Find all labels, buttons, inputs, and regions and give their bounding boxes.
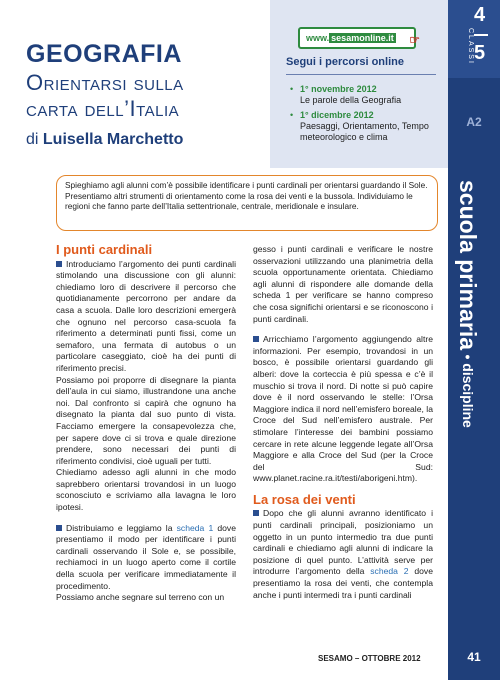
subject-label: • discipline bbox=[460, 354, 476, 428]
school-label: scuola primaria bbox=[455, 180, 481, 351]
event-item bbox=[290, 84, 442, 106]
author-prefix: di bbox=[26, 131, 39, 148]
intro-box: Spieghiamo agli alunni com’è possibile identificare i punti cardinali per orientarsi guardando il Sole. Presentiamo altri strumenti di orientamento come la rosa dei venti e la bussola. Individuiamo le regioni che fanno parte dell’Italia settentrionale, centrale, meridionale e insulare. bbox=[56, 175, 438, 231]
website-logo[interactable] bbox=[298, 27, 420, 49]
logo-domain: sesamonline.it bbox=[331, 33, 394, 43]
hand-cursor-icon: ☞ bbox=[409, 33, 420, 47]
divider bbox=[286, 74, 436, 75]
article-header bbox=[0, 0, 270, 168]
column-left bbox=[56, 244, 236, 604]
class-number-4: 4 bbox=[474, 4, 486, 26]
author-name: Luisella Marchetto bbox=[42, 131, 184, 148]
paragraph bbox=[253, 334, 433, 485]
paragraph: Possiamo poi proporre di disegnare la pianta dell’aula in cui siamo, illustrandone una anche noi. Dal confronto si capirà che ognuno ha disegnato la pianta dal suo punto di vista. Facciamo emergere la consapevolezza che, per sapere dove ci si trova e quale direzione prendere, sono necessari dei punti di riferimento condivisi, cioè uguali per tutti. bbox=[56, 374, 236, 466]
square-bullet-icon bbox=[56, 261, 62, 267]
paragraph bbox=[56, 523, 236, 593]
class-number-5: 5 bbox=[474, 42, 486, 64]
paragraph bbox=[253, 508, 433, 601]
paragraph: Possiamo anche segnare sul terreno con un bbox=[56, 592, 225, 603]
worksheet-link[interactable]: scheda 1 bbox=[176, 522, 214, 533]
square-bullet-icon bbox=[56, 525, 62, 531]
paragraph-text: Dopo che gli alunni avranno identificato i punti cardinali principali, posizioniamo un oggetto in un punto intermedio tra due punti cardinali e chiediamo agli alunni di indicare la posizione di quel punto. L’attività serve per introdurre l’argomento della bbox=[253, 508, 433, 577]
paragraph-text: Arricchiamo l’argomento aggiungendo altre informazioni. Per esempio, trovandosi in un bosco, è possibile orientarsi guardando gli alberi: dove la corteccia è più spessa e c’è il muschio si trova il nord. Di notte si può capire dove è il nord osservando le stelle: l’Orsa Maggiore indica il nord nell’emisfero boreale, la Croce del Sud nell’emisfero australe. Per stimolare l’interesse dei bambini possiamo cercare in rete alcune leggende legate all’Orsa Maggiore e alla Croce del Sud (per la Croce del Sud: www.planet.racine.ra.it/testi/aborigeni.htm). bbox=[253, 334, 433, 484]
page-footer: SESAMO – OTTOBRE 2012 bbox=[318, 654, 421, 663]
paragraph bbox=[56, 259, 236, 375]
paragraph-text: Introduciamo l’argomento dei punti cardinali stimolando una discussione con gli alunni: chiediamo loro di descrivere il percorso che quotidianamente percorrono per andare da casa a scuola. Dalle loro descrizioni emergerà che ognuno nel percorso casa-scuola fa riferimento a determinati punti fissi, come un semaforo, una fermata di autobus o un particolare caseggiato, cioè ha dei punti di riferimento precisi. bbox=[56, 258, 236, 373]
classi-label: CLASSI bbox=[467, 28, 474, 65]
event-date: 1° novembre 2012 bbox=[300, 84, 377, 94]
section-heading: La rosa dei venti bbox=[253, 491, 356, 507]
paragraph-text: Distribuiamo e leggiamo la bbox=[66, 522, 177, 533]
logo-prefix: www. bbox=[306, 33, 330, 43]
column-right bbox=[253, 244, 433, 601]
event-date: 1° dicembre 2012 bbox=[300, 110, 374, 120]
square-bullet-icon bbox=[253, 510, 259, 516]
article-title: GEOGRAFIA bbox=[26, 40, 182, 68]
online-heading: Segui i percorsi online bbox=[286, 56, 404, 68]
bullet-icon: • bbox=[290, 110, 294, 120]
page-number: 41 bbox=[467, 650, 481, 664]
section-code: A2 bbox=[466, 115, 482, 129]
class-divider bbox=[474, 34, 488, 36]
event-text: Paesaggi, Orientamento, Tempo meteorologico e clima bbox=[300, 121, 429, 142]
paragraph-text: dove presentiamo il modo per identificare i punti cardinali osservando il Sole e, se possibile, rechiamoci in un luogo aperto come il cortile della scuola per verificare immediatamente il procedimento. bbox=[56, 522, 236, 591]
paragraph: Chiediamo adesso agli alunni in che modo saprebbero orientarsi trovandosi in un luogo sconosciuto e scriviamo alla lavagna le loro ipotesi. bbox=[56, 467, 236, 513]
event-item bbox=[290, 110, 442, 143]
bullet-icon: • bbox=[290, 84, 294, 94]
subtitle-line-1: Orientarsi sulla bbox=[26, 70, 184, 95]
section-vertical-label bbox=[454, 180, 481, 428]
article-subtitle bbox=[26, 70, 184, 122]
event-text: Le parole della Geografia bbox=[300, 95, 402, 105]
section-heading: I punti cardinali bbox=[56, 242, 153, 257]
subtitle-line-2: carta dell’Italia bbox=[26, 96, 180, 121]
square-bullet-icon bbox=[253, 336, 259, 342]
paragraph-text: dove presentiamo la rosa dei venti, che contempla anche i punti intermedi tra i punti cardinali bbox=[253, 566, 433, 600]
paragraph: gesso i punti cardinali e verificare le nostre osservazioni utilizzando una planimetria della scuola opportunamente orientata. Chiediamo agli alunni di rispondere alle domande della scheda 1 per verificare se hanno compreso che cosa significhi orientarsi e se riconoscono i punti cardinali. bbox=[253, 244, 433, 324]
online-box bbox=[270, 0, 448, 168]
author bbox=[26, 131, 183, 149]
worksheet-link[interactable]: scheda 2 bbox=[370, 566, 409, 577]
